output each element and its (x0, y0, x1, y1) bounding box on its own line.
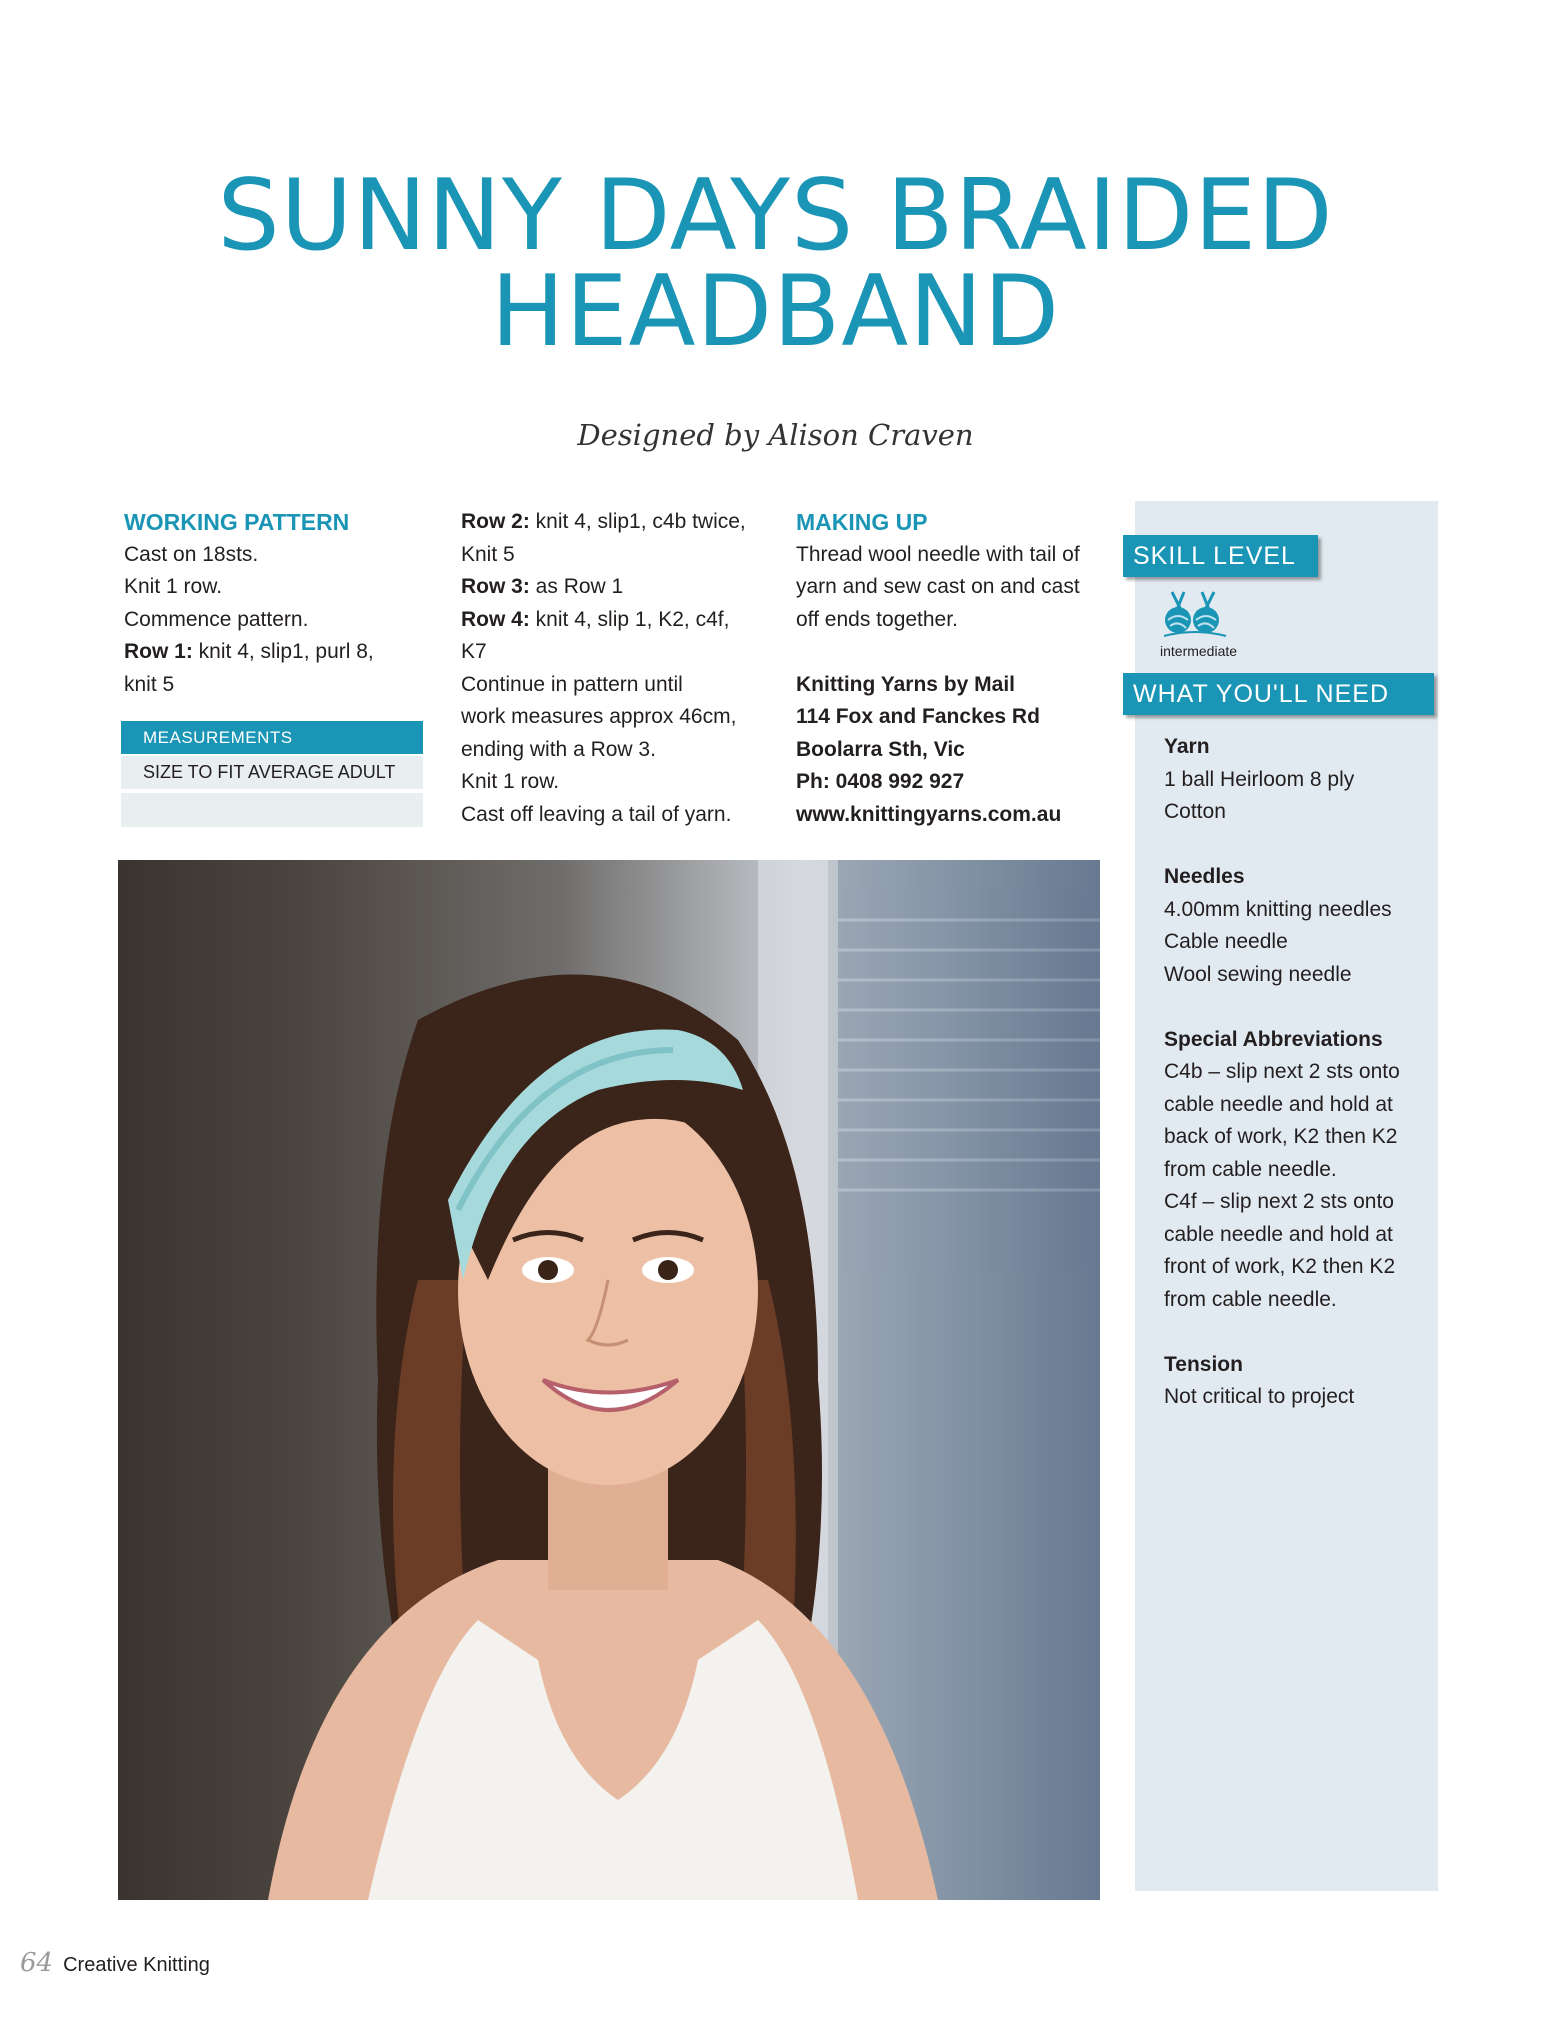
model-photo (118, 860, 1100, 1900)
pattern-row-2 (461, 506, 771, 539)
row-text: as Row 1 (529, 575, 624, 598)
working-pattern-heading: WORKING PATTERN (124, 509, 350, 535)
pattern-line: Cast on 18sts. (124, 542, 259, 566)
needles-detail: Cable needle (1164, 930, 1288, 953)
measurements-row-empty (121, 793, 423, 827)
pattern-line: knit 5 (124, 672, 175, 696)
yarn-label: Yarn (1164, 735, 1210, 758)
supplier-name: Knitting Yarns by Mail (796, 672, 1015, 696)
pattern-line: K7 (461, 640, 487, 663)
abbreviation-line: C4b – slip next 2 sts onto (1164, 1060, 1400, 1083)
abbreviations-label: Special Abbreviations (1164, 1027, 1383, 1051)
supplier-phone: Ph: 0408 992 927 (796, 770, 965, 793)
pattern-row-1 (124, 636, 424, 669)
what-you-need-heading: WHAT YOU'LL NEED (1123, 673, 1434, 715)
abbreviation-line: cable needle and hold at (1164, 1092, 1393, 1116)
measurements-row (121, 756, 423, 789)
row-label: Row 1: (124, 640, 193, 663)
measurements-size: SIZE TO FIT AVERAGE ADULT (143, 762, 396, 782)
yarn-detail: 1 ball Heirloom 8 ply (1164, 767, 1355, 791)
row-label: Row 2: (461, 510, 530, 533)
magazine-name: Creative Knitting (63, 1954, 210, 1976)
yarn-detail: Cotton (1164, 800, 1226, 823)
tension-label: Tension (1164, 1352, 1243, 1376)
pattern-line: Knit 5 (461, 542, 515, 566)
page-number: 64 (20, 1948, 54, 1978)
making-up-line: yarn and sew cast on and cast (796, 575, 1080, 598)
row-text: knit 4, slip 1, K2, c4f, (529, 607, 730, 631)
designer-byline: Designed by Alison Craven (577, 418, 974, 452)
page-footer (20, 1948, 210, 1978)
supplier-address: Boolarra Sth, Vic (796, 737, 965, 761)
pattern-row-3 (461, 571, 771, 604)
measurements-heading: MEASUREMENTS (143, 728, 293, 747)
abbreviation-line: cable needle and hold at (1164, 1222, 1393, 1246)
tension-detail: Not critical to project (1164, 1385, 1355, 1408)
pattern-line: Commence pattern. (124, 607, 309, 631)
supplier-website: www.knittingyarns.com.au (796, 802, 1062, 826)
pattern-row-4 (461, 604, 771, 637)
measurements-header (121, 721, 423, 754)
needles-label: Needles (1164, 865, 1245, 888)
pattern-continued-section (461, 506, 771, 831)
pattern-line: Knit 1 row. (461, 770, 560, 793)
abbreviation-line: front of work, K2 then K2 (1164, 1255, 1396, 1278)
row-label: Row 4: (461, 607, 530, 631)
making-up-line: off ends together. (796, 607, 958, 631)
pattern-line: Cast off leaving a tail of yarn. (461, 802, 732, 826)
skill-level-label: intermediate (1160, 643, 1238, 659)
pattern-line: work measures approx 46cm, (461, 705, 737, 728)
pattern-line: ending with a Row 3. (461, 737, 656, 761)
page-title-line1: SUNNY DAYS BRAIDED (217, 159, 1334, 273)
row-text: knit 4, slip1, purl 8, (192, 640, 374, 663)
working-pattern-section (124, 506, 424, 701)
needles-detail: Wool sewing needle (1164, 962, 1352, 986)
making-up-line: Thread wool needle with tail of (796, 542, 1080, 566)
pattern-line: Knit 1 row. (124, 575, 223, 598)
abbreviation-line: from cable needle. (1164, 1287, 1337, 1311)
making-up-heading: MAKING UP (796, 509, 928, 535)
pattern-line: Continue in pattern until (461, 672, 683, 696)
row-text: knit 4, slip1, c4b twice, (529, 510, 746, 533)
supplier-address: 114 Fox and Fanckes Rd (796, 705, 1040, 728)
skill-level-heading: SKILL LEVEL (1123, 535, 1318, 577)
page-title-line2: HEADBAND (490, 255, 1061, 369)
abbreviation-line: back of work, K2 then K2 (1164, 1125, 1398, 1148)
row-label: Row 3: (461, 575, 530, 598)
abbreviation-line: from cable needle. (1164, 1157, 1337, 1181)
yarn-balls-icon (1160, 590, 1230, 638)
making-up-section (796, 506, 1126, 831)
model-photo-illustration (118, 860, 1100, 1900)
what-you-need-list (1164, 731, 1434, 1414)
needles-detail: 4.00mm knitting needles (1164, 897, 1392, 921)
skill-level-indicator (1160, 590, 1270, 659)
abbreviation-line: C4f – slip next 2 sts onto (1164, 1190, 1394, 1213)
